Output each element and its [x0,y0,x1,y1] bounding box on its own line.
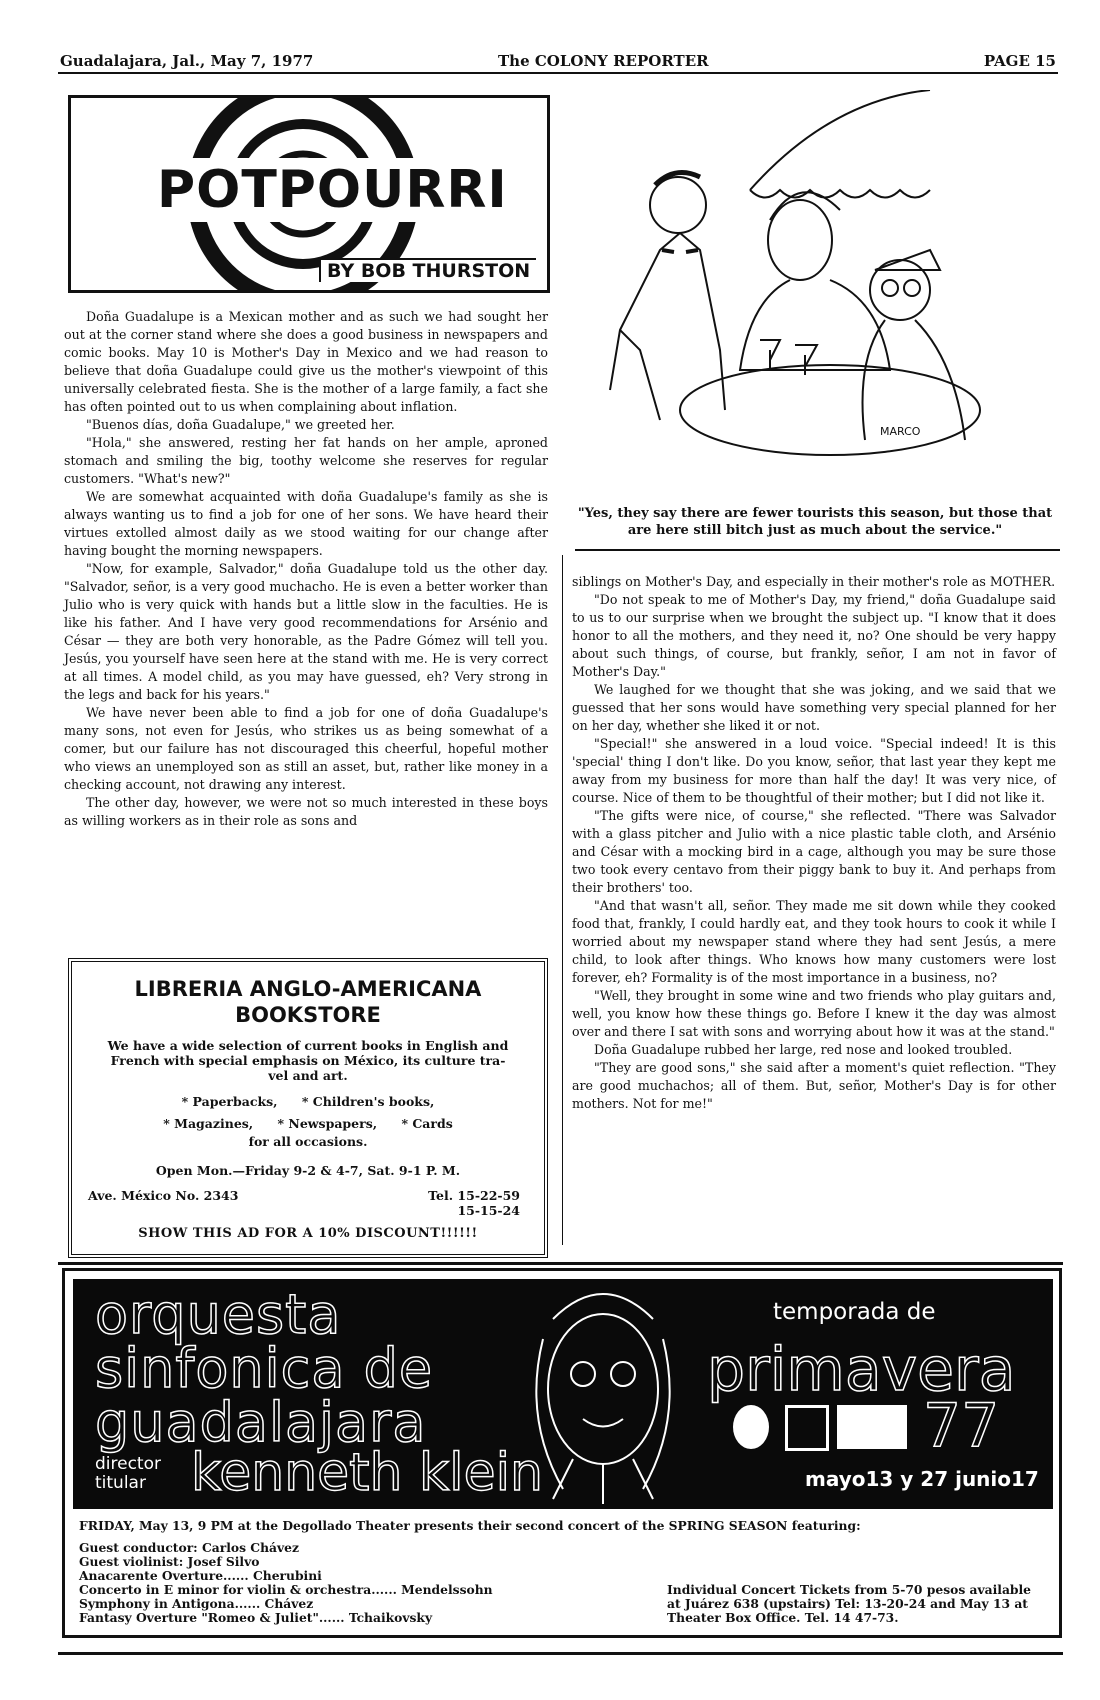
masthead [58,50,1058,74]
article-paragraph: "Hola," she answered, resting her fat hands on her ample, aproned stomach and smiling the big, toothy welcome she reserves for regular customers. "What's new?" [64,435,548,486]
newspaper-name: The COLONY REPORTER [498,52,709,70]
season-year: 77 [923,1391,1000,1461]
director-name: kenneth klein [191,1443,543,1503]
program-line: Concerto in E minor for violin & orchestra...... Mendelssohn [79,1582,493,1597]
director-label [95,1455,161,1493]
article-paragraph: We laughed for we thought that she was joking, and we said that we guessed that her sons would have something very special planned for her on her day, whether she liked it or not. [572,682,1056,733]
column-header-box [68,95,550,293]
bookstore-item: * Newspapers, [277,1116,378,1131]
program-line: Fantasy Overture "Romeo & Juliet"...... Tchaikovsky [79,1610,433,1625]
bookstore-subtitle: BOOKSTORE [235,1003,381,1027]
bookstore-ad [68,958,548,1258]
article-paragraph: "Buenos días, doña Guadalupe," we greeted her. [86,417,395,432]
bookstore-occasions: for all occasions. [248,1134,368,1149]
program-line: Anacarente Overture...... Cherubini [79,1568,322,1583]
concert-details [79,1518,1049,1625]
sponsor-logo-icon [837,1405,907,1449]
column-divider [562,555,563,1245]
bookstore-item: * Paperbacks, [181,1094,278,1109]
column-byline: BY BOB THURSTON [319,258,536,282]
article-paragraph: siblings on Mother's Day, and especially in their mother's role as MOTHER. [572,574,1056,589]
mask-illustration-icon [513,1279,693,1509]
season-name: primavera [707,1335,1016,1405]
cartoon [600,90,1040,490]
cartoon-signature: MARCO [880,425,921,438]
sponsor-logo-icon [785,1405,829,1451]
bookstore-phone-2: 15-15-24 [457,1203,520,1218]
divider [575,549,1060,551]
orchestra-name-line: orquesta [95,1283,342,1346]
article-paragraph: "And that wasn't all, señor. They made me sit down while they cooked food that, frankly, I could hardly eat, and they took hours to cook it while I worried about my newspaper stand where they had sent Jesús, a mere child, to look after things. Who knows how many customers were lost forever, eh? Formality is of the most importance in a business, no? [572,898,1056,985]
article-paragraph: We are somewhat acquainted with doña Guadalupe's family as she is always wanting us to find a job for one of her sons. We have heard their virtues extolled almost daily as we stood waiting for our change after having bought the morning newspapers. [64,489,548,558]
program-line: Guest violinist: Josef Silvo [79,1554,260,1569]
bookstore-description: We have a wide selection of current books in English and [107,1038,509,1053]
orchestra-banner [73,1279,1053,1509]
article-paragraph: We have never been able to find a job for one of doña Guadalupe's many sons, not even for Jesús, who strikes us as being somewhat of a comer, but our failure has not discouraged this cheerful, hopeful mother who views an unemployed son as still an asset, but, rather like money in a checking account, not drawing any interest. [64,705,548,792]
article-paragraph: "The gifts were nice, of course," she reflected. "There was Salvador with a glass pitcher and Julio with a nice plastic table cloth, and Arsénio and César with a mocking bird in a cage, although you may be sure those two took every centavo from their piggy bank to buy it. And perhaps from their brothers' too. [572,808,1056,895]
page-number: PAGE 15 [983,52,1056,70]
article-paragraph: "Do not speak to me of Mother's Day, my friend," doña Guadalupe said to us to our surprise when we brought the subject up. "I know that it does honor to all the mothers, and they need it, no? One should be very happy about such things, of course, but frankly, señor, I am not in favor of Mother's Day." [572,592,1056,679]
orchestra-name-line: sinfonica de [95,1337,434,1400]
bookstore-contact [88,1188,528,1220]
ticket-info: Individual Concert Tickets from 5-70 pesos available at Juárez 638 (upstairs) Tel: 13-20-24 and May 13 at Theater Box Office. Tel. 14 47-73. [667,1582,1032,1625]
bookstore-description: vel and art. [268,1068,348,1083]
bookstore-phone-1: Tel. 15-22-59 [428,1188,520,1203]
bookstore-description: French with special emphasis on México, its culture tra- [110,1053,506,1068]
concert-program [79,1541,599,1625]
season-dates: mayo13 y 27 junio17 [805,1467,1039,1491]
cartoon-illustration [600,90,1040,490]
article-right-column [572,573,1056,1113]
season-label: temporada de [773,1299,936,1325]
director-label-line: titular [95,1473,146,1493]
bookstore-item: * Children's books, [301,1094,435,1109]
article-paragraph: "Now, for example, Salvador," doña Guadalupe told us the other day. "Salvador, señor, is a very good muchacho. He is even a better worker than Julio who is very quick with hands but a little slow in the faculties. He is like his father. And I have very good recommendations for Arsénio and César — they are both very honorable, as the Padre Gómez will tell you. Jesús, you yourself have seen here at the stand with me. He is very correct at all times. A model child, as you may have guessed, eh? Very strong in the legs and back for his years." [64,561,548,702]
article-paragraph: Doña Guadalupe is a Mexican mother and as such we had sought her out at the corner stand where she does a good business in newspapers and comic books. May 10 is Mother's Day in Mexico and we had reason to believe that doña Guadalupe could give us the mother's viewpoint of this universally celebrated fiesta. She is the mother of a large family, a fact she has often pointed out to us when complaining about inflation. [64,309,548,414]
article-paragraph: "Special!" she answered in a loud voice. "Special indeed! It is this 'special' thing I don't like. Do you know, señor, that last year they kept me away from my business for more than half the day! It was very nice, of course. Nice of them to be thoughtful of their mother; but I did not like it. [572,736,1056,805]
sponsor-logo-icon [733,1405,769,1449]
bookstore-hours: Open Mon.—Friday 9-2 & 4-7, Sat. 9-1 P. M. [155,1163,461,1178]
orchestra-name-line: guadalajara [95,1391,427,1454]
column-title: POTPOURRI [157,160,508,220]
bookstore-item: * Magazines, [163,1116,254,1131]
bookstore-phone [428,1188,520,1218]
bookstore-discount: SHOW THIS AD FOR A 10% DISCOUNT!!!!!! [138,1226,478,1241]
issue-date: Guadalajara, Jal., May 7, 1977 [60,52,314,70]
program-line: Guest conductor: Carlos Chávez [79,1540,299,1555]
cartoon-caption: "Yes, they say there are fewer tourists this season, but those that are here still bitch just as much about the service." [577,506,1053,538]
article-paragraph: Doña Guadalupe rubbed her large, red nose and looked troubled. [594,1042,1013,1057]
divider [58,1262,1063,1265]
article-left-column [64,308,548,830]
program-line: Symphony in Antigona...... Chávez [79,1596,314,1611]
director-label-line: director [95,1454,161,1474]
article-paragraph: "Well, they brought in some wine and two friends who play guitars and, well, you know how these things go. Before I knew it the day was almost over and there I sat with sons and worrying about how it was at the stand." [572,988,1056,1039]
concert-lead: FRIDAY, May 13, 9 PM at the Degollado Theater presents their second concert of the SPRING SEASON featuring: [79,1518,861,1533]
article-paragraph: "They are good sons," she said after a moment's quiet reflection. "They are good muchachos; all of them. But, señor, Mother's Day is for other mothers. Not for me!" [572,1060,1056,1111]
bookstore-address: Ave. México No. 2343 [88,1188,239,1203]
bookstore-items [88,1091,528,1149]
article-paragraph: The other day, however, we were not so much interested in these boys as willing workers as in their role as sons and [64,795,548,828]
bookstore-item: * Cards [401,1116,453,1131]
bookstore-title: LIBRERIA ANGLO-AMERICANA [134,977,482,1001]
divider [58,1652,1063,1655]
orchestra-ad [62,1268,1062,1638]
